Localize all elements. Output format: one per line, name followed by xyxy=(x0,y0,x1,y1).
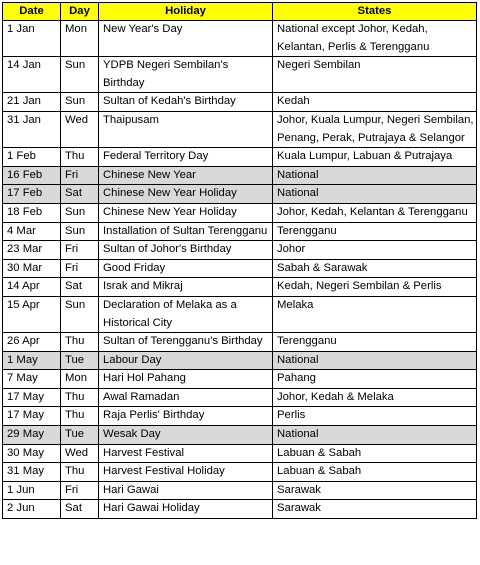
states-cell: Kedah xyxy=(273,93,477,112)
date-cell: 1 Feb xyxy=(3,148,61,167)
date-cell: 15 Apr xyxy=(3,296,61,332)
table-row xyxy=(3,481,477,500)
holiday-cell: New Year's Day xyxy=(99,21,273,57)
day-cell: Sun xyxy=(61,296,99,332)
table-row xyxy=(3,203,477,222)
table-row xyxy=(3,463,477,482)
date-cell: 14 Apr xyxy=(3,278,61,297)
date-cell: 2 Jun xyxy=(3,500,61,519)
holiday-cell: Chinese New Year Holiday xyxy=(99,203,273,222)
day-cell: Sun xyxy=(61,222,99,241)
day-cell: Tue xyxy=(61,351,99,370)
day-cell: Mon xyxy=(61,370,99,389)
table-row xyxy=(3,278,477,297)
table-row xyxy=(3,296,477,332)
date-cell: 17 May xyxy=(3,407,61,426)
day-cell: Thu xyxy=(61,463,99,482)
day-cell: Sun xyxy=(61,203,99,222)
holiday-table xyxy=(2,2,477,519)
date-cell: 1 May xyxy=(3,351,61,370)
holiday-cell: YDPB Negeri Sembilan's Birthday xyxy=(99,57,273,93)
states-cell: Kedah, Negeri Sembilan & Perlis xyxy=(273,278,477,297)
date-cell: 1 Jun xyxy=(3,481,61,500)
table-row xyxy=(3,148,477,167)
states-cell: Sarawak xyxy=(273,500,477,519)
holiday-cell: Sultan of Terengganu's Birthday xyxy=(99,333,273,352)
date-cell: 1 Jan xyxy=(3,21,61,57)
day-cell: Thu xyxy=(61,407,99,426)
holiday-cell: Sultan of Johor's Birthday xyxy=(99,241,273,260)
date-cell: 31 Jan xyxy=(3,111,61,147)
holiday-cell: Hari Hol Pahang xyxy=(99,370,273,389)
holiday-cell: Thaipusam xyxy=(99,111,273,147)
holiday-cell: Harvest Festival xyxy=(99,444,273,463)
day-cell: Tue xyxy=(61,426,99,445)
states-cell: Perlis xyxy=(273,407,477,426)
column-header-day: Day xyxy=(61,3,99,21)
states-cell: Terengganu xyxy=(273,333,477,352)
holiday-cell: Federal Territory Day xyxy=(99,148,273,167)
holiday-cell: Labour Day xyxy=(99,351,273,370)
holiday-cell: Good Friday xyxy=(99,259,273,278)
states-cell: Johor, Kedah & Melaka xyxy=(273,388,477,407)
day-cell: Fri xyxy=(61,166,99,185)
holiday-cell: Wesak Day xyxy=(99,426,273,445)
holiday-cell: Harvest Festival Holiday xyxy=(99,463,273,482)
states-cell: National xyxy=(273,166,477,185)
day-cell: Sat xyxy=(61,185,99,204)
states-cell: Terengganu xyxy=(273,222,477,241)
table-row xyxy=(3,500,477,519)
column-header-states: States xyxy=(273,3,477,21)
day-cell: Thu xyxy=(61,333,99,352)
column-header-date: Date xyxy=(3,3,61,21)
table-row xyxy=(3,93,477,112)
states-cell: National xyxy=(273,185,477,204)
day-cell: Sat xyxy=(61,278,99,297)
states-cell: Pahang xyxy=(273,370,477,389)
table-body xyxy=(3,21,477,519)
table-row xyxy=(3,388,477,407)
date-cell: 23 Mar xyxy=(3,241,61,260)
states-cell: Melaka xyxy=(273,296,477,332)
holiday-cell: Sultan of Kedah's Birthday xyxy=(99,93,273,112)
table-row xyxy=(3,21,477,57)
day-cell: Thu xyxy=(61,388,99,407)
table-row-national xyxy=(3,185,477,204)
table-row xyxy=(3,259,477,278)
day-cell: Sun xyxy=(61,57,99,93)
holiday-cell: Chinese New Year xyxy=(99,166,273,185)
states-cell: Sarawak xyxy=(273,481,477,500)
table-row xyxy=(3,222,477,241)
table-row xyxy=(3,333,477,352)
day-cell: Thu xyxy=(61,148,99,167)
date-cell: 17 Feb xyxy=(3,185,61,204)
day-cell: Sun xyxy=(61,93,99,112)
states-cell: Kuala Lumpur, Labuan & Putrajaya xyxy=(273,148,477,167)
states-cell: National xyxy=(273,351,477,370)
states-cell: Sabah & Sarawak xyxy=(273,259,477,278)
date-cell: 21 Jan xyxy=(3,93,61,112)
date-cell: 4 Mar xyxy=(3,222,61,241)
column-header-holiday: Holiday xyxy=(99,3,273,21)
states-cell: Negeri Sembilan xyxy=(273,57,477,93)
date-cell: 18 Feb xyxy=(3,203,61,222)
table-row-national xyxy=(3,426,477,445)
date-cell: 17 May xyxy=(3,388,61,407)
table-row xyxy=(3,241,477,260)
states-cell: Johor, Kedah, Kelantan & Terengganu xyxy=(273,203,477,222)
states-cell: Johor xyxy=(273,241,477,260)
day-cell: Mon xyxy=(61,21,99,57)
table-row xyxy=(3,444,477,463)
states-cell: Labuan & Sabah xyxy=(273,463,477,482)
date-cell: 14 Jan xyxy=(3,57,61,93)
holiday-cell: Awal Ramadan xyxy=(99,388,273,407)
day-cell: Fri xyxy=(61,259,99,278)
date-cell: 30 Mar xyxy=(3,259,61,278)
holiday-cell: Chinese New Year Holiday xyxy=(99,185,273,204)
date-cell: 30 May xyxy=(3,444,61,463)
day-cell: Fri xyxy=(61,241,99,260)
day-cell: Sat xyxy=(61,500,99,519)
holiday-cell: Hari Gawai xyxy=(99,481,273,500)
holiday-cell: Raja Perlis' Birthday xyxy=(99,407,273,426)
date-cell: 16 Feb xyxy=(3,166,61,185)
table-row-national xyxy=(3,351,477,370)
table-row xyxy=(3,57,477,93)
holiday-cell: Israk and Mikraj xyxy=(99,278,273,297)
holiday-cell: Installation of Sultan Terengganu xyxy=(99,222,273,241)
day-cell: Fri xyxy=(61,481,99,500)
states-cell: National except Johor, Kedah, Kelantan, Perlis & Terengganu xyxy=(273,21,477,57)
states-cell: National xyxy=(273,426,477,445)
date-cell: 7 May xyxy=(3,370,61,389)
table-row-national xyxy=(3,166,477,185)
states-cell: Labuan & Sabah xyxy=(273,444,477,463)
header-row xyxy=(3,3,477,21)
date-cell: 31 May xyxy=(3,463,61,482)
table-row xyxy=(3,370,477,389)
holiday-cell: Hari Gawai Holiday xyxy=(99,500,273,519)
date-cell: 26 Apr xyxy=(3,333,61,352)
day-cell: Wed xyxy=(61,444,99,463)
table-row xyxy=(3,111,477,147)
holiday-cell: Declaration of Melaka as a Historical City xyxy=(99,296,273,332)
table-row xyxy=(3,407,477,426)
date-cell: 29 May xyxy=(3,426,61,445)
day-cell: Wed xyxy=(61,111,99,147)
states-cell: Johor, Kuala Lumpur, Negeri Sembilan, Penang, Perak, Putrajaya & Selangor xyxy=(273,111,477,147)
